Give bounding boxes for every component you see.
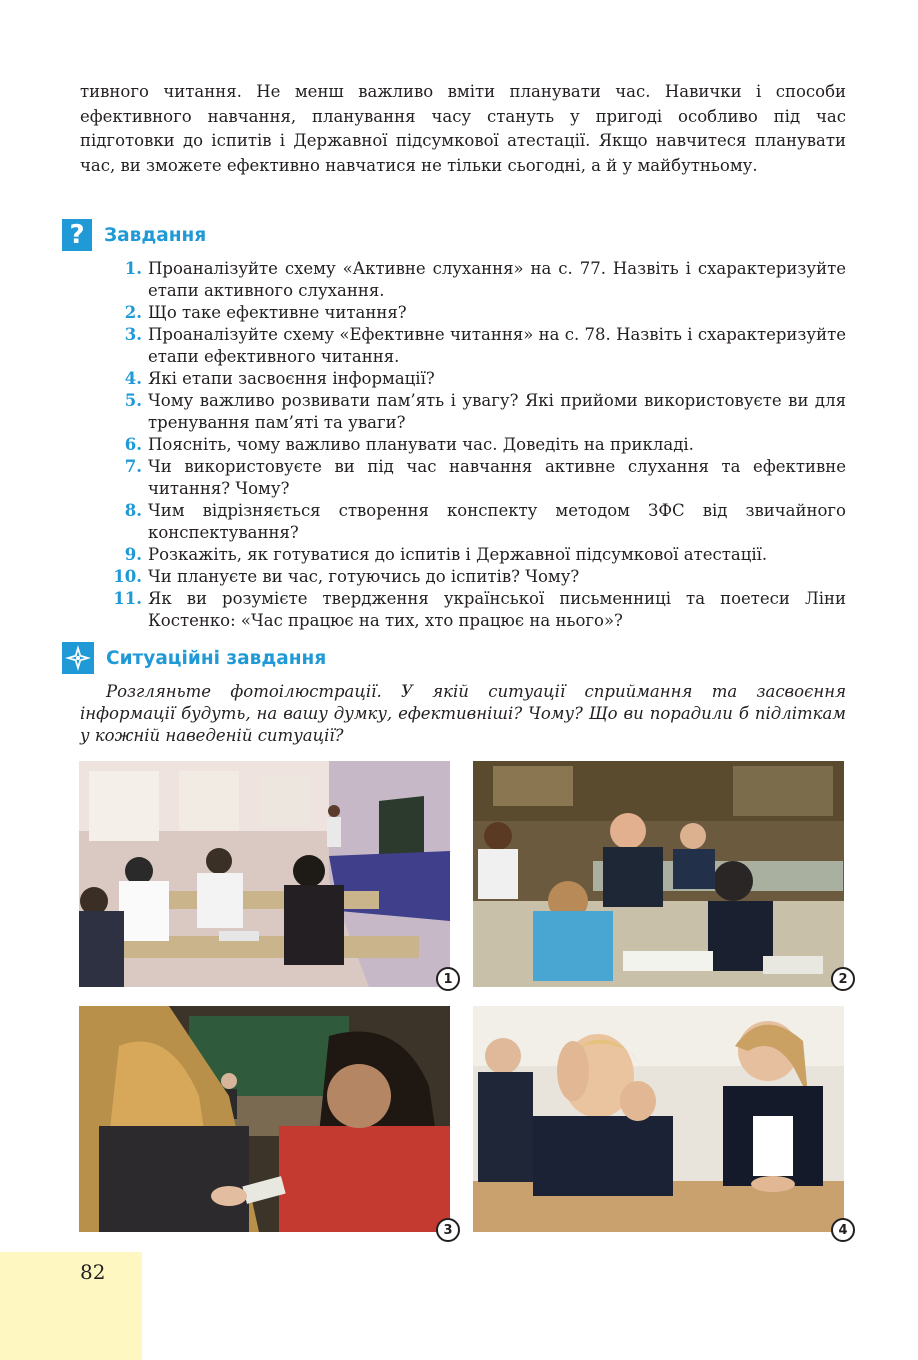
classroom-discussion-photo bbox=[473, 761, 844, 987]
task-number: 10. bbox=[113, 567, 142, 586]
task-text: Розкажіть, як готуватися до іспитів і Державної підсумкової атестації. bbox=[148, 545, 768, 564]
task-text: Чи плануєте ви час, готуючись до іспитів? Чому? bbox=[148, 567, 580, 586]
task-item bbox=[102, 324, 846, 368]
task-item bbox=[102, 456, 846, 500]
task-text: Проаналізуйте схему «Активне слухання» на с. 77. Назвіть і схарактеризуйте етапи активного слухання. bbox=[148, 259, 846, 300]
task-item bbox=[102, 368, 846, 390]
task-number: 8. bbox=[124, 501, 142, 520]
classroom-lecture-photo bbox=[79, 761, 450, 987]
page-number-tab bbox=[0, 1252, 142, 1360]
task-number: 1. bbox=[124, 259, 142, 278]
task-text: Чи використовуєте ви під час навчання активне слухання та ефективне читання? Чому? bbox=[148, 457, 846, 498]
photo-1-badge: 1 bbox=[436, 967, 460, 991]
tasks-title: Завдання bbox=[104, 224, 207, 246]
task-text: Що таке ефективне читання? bbox=[148, 303, 407, 322]
tasks-list bbox=[102, 258, 846, 632]
task-item bbox=[102, 588, 846, 632]
situations-heading bbox=[62, 641, 326, 675]
bored-pupil-photo bbox=[473, 1006, 844, 1232]
task-text: Поясніть, чому важливо планувати час. Доведіть на прикладі. bbox=[148, 435, 694, 454]
task-number: 9. bbox=[124, 545, 142, 564]
task-item bbox=[102, 566, 846, 588]
task-item bbox=[102, 390, 846, 434]
task-text: Як ви розумієте твердження української письменниці та поетеси Ліни Костенко: «Час працює на тих, хто працює на нього»? bbox=[148, 589, 846, 630]
task-item bbox=[102, 302, 846, 324]
task-text: Проаналізуйте схему «Ефективне читання» на с. 78. Назвіть і схарактеризуйте етапи ефективного читання. bbox=[148, 325, 846, 366]
task-number: 3. bbox=[124, 325, 142, 344]
task-number: 5. bbox=[124, 391, 142, 410]
task-text: Чим відрізняється створення конспекту методом ЗФС від звичайного конспектування? bbox=[148, 501, 846, 542]
task-item bbox=[102, 500, 846, 544]
photo-4-badge: 4 bbox=[831, 1218, 855, 1242]
task-text: Які етапи засвоєння інформації? bbox=[148, 369, 435, 388]
situations-text: Розгляньте фотоілюстрації. У якій ситуації сприймання та засвоєння інформації будуть, на вашу думку, ефективніші? Чому? Що ви порадили б підліткам у кожній наведеній ситуації? bbox=[80, 682, 846, 745]
task-number: 11. bbox=[113, 589, 142, 608]
students-phone-photo bbox=[79, 1006, 450, 1232]
page-number: 82 bbox=[80, 1260, 106, 1284]
question-icon: ? bbox=[62, 219, 92, 251]
task-text: Чому важливо розвивати пам’ять і увагу? Які прийоми використовуєте ви для тренування пам’яті та уваги? bbox=[148, 391, 846, 432]
task-item bbox=[102, 258, 846, 302]
task-number: 4. bbox=[124, 369, 142, 388]
task-number: 2. bbox=[124, 303, 142, 322]
tasks-heading bbox=[62, 218, 206, 252]
task-number: 6. bbox=[124, 435, 142, 454]
photo-3-badge: 3 bbox=[436, 1218, 460, 1242]
compass-star-icon bbox=[62, 642, 94, 674]
task-item bbox=[102, 544, 846, 566]
task-number: 7. bbox=[124, 457, 142, 476]
task-item bbox=[102, 434, 846, 456]
photo-2-badge: 2 bbox=[831, 967, 855, 991]
situations-title: Ситуаційні завдання bbox=[106, 647, 327, 669]
intro-paragraph: тивного читання. Не менш важливо вміти планувати час. Навички і способи ефективного навчання, планування часу стануть у пригоді особливо під час підготовки до іспитів і Державної підсумкової атестації. Якщо навчитеся планувати час, ви зможете ефективно навчатися не тільки сьогодні, а й у майбутньому. bbox=[80, 82, 846, 175]
